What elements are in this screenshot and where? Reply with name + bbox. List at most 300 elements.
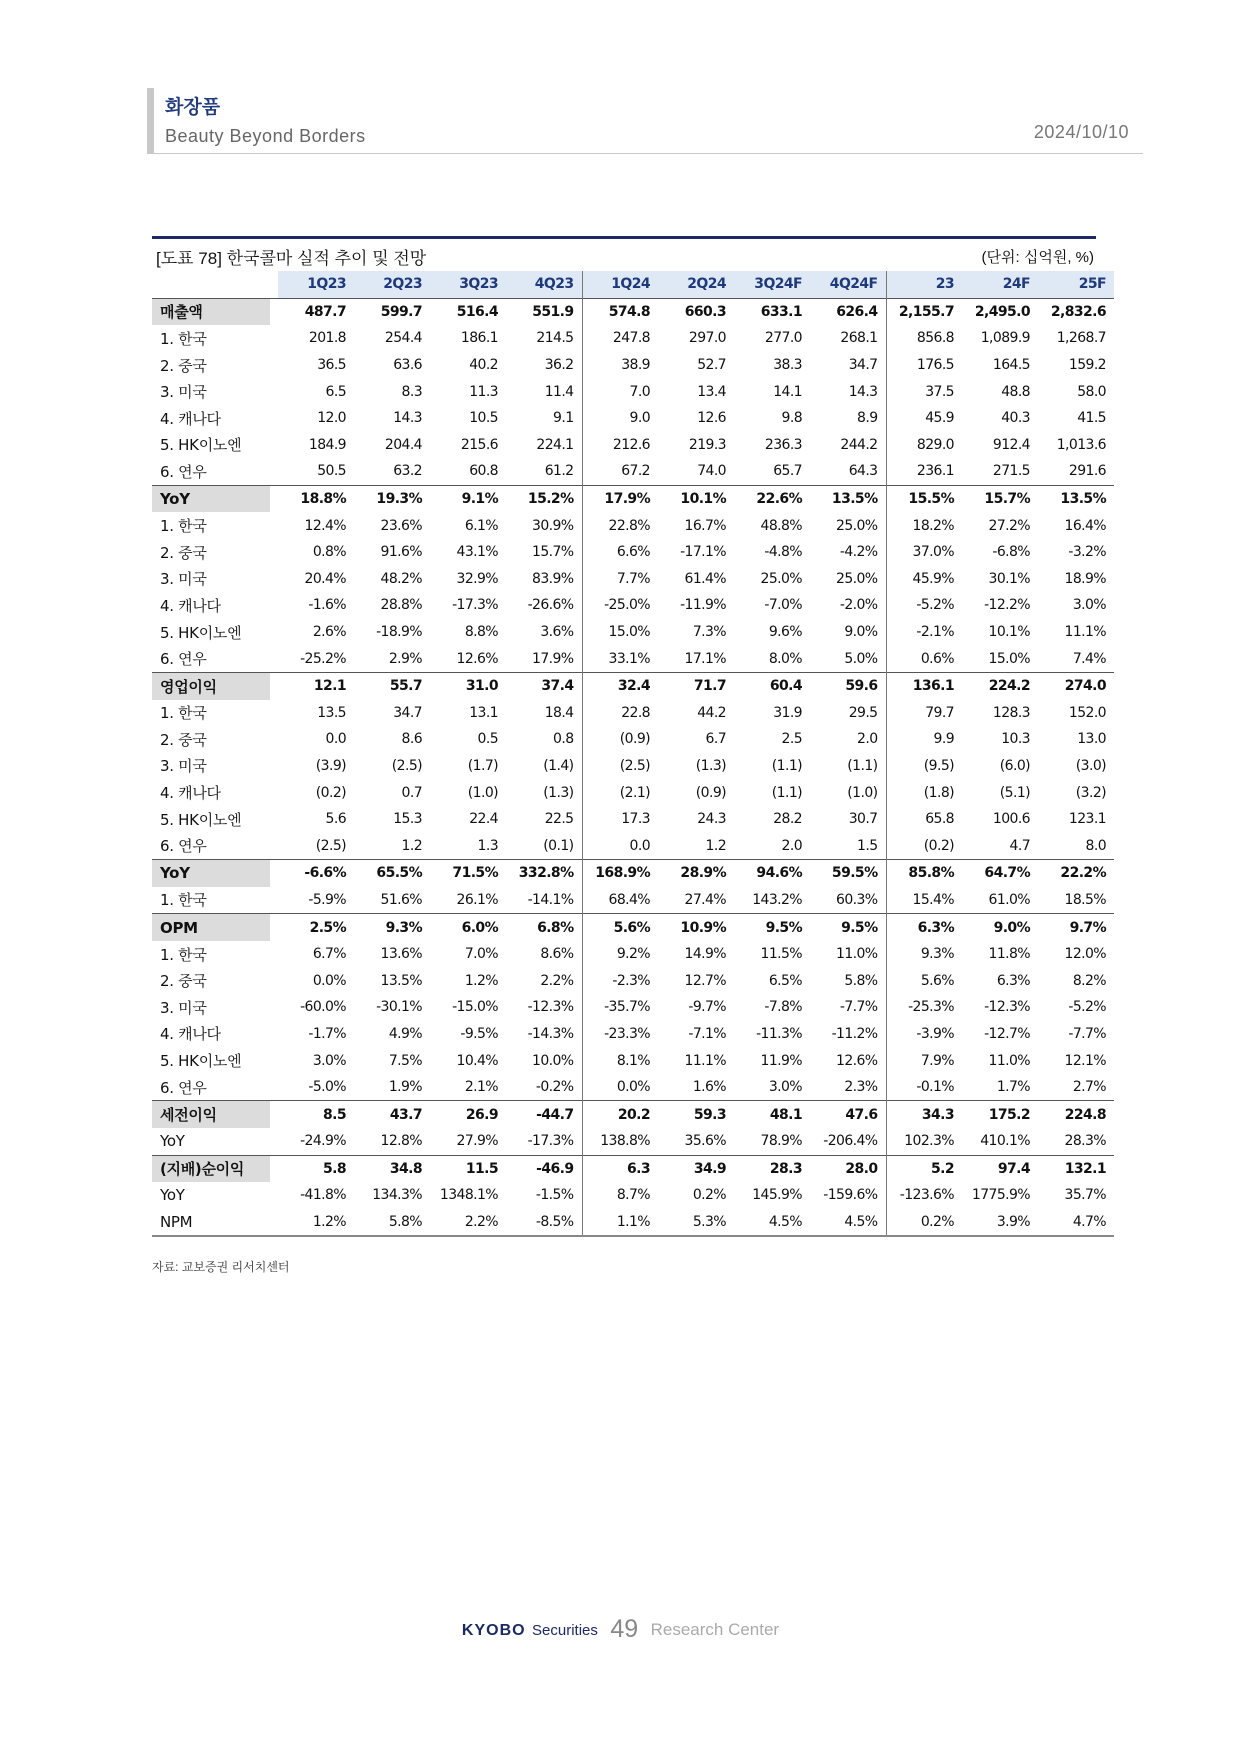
value-cell: 0.8% <box>312 544 346 561</box>
row-label: 6. 연우 <box>160 1078 207 1097</box>
value-cell: 13.1 <box>469 704 498 721</box>
value-cell: -17.3% <box>527 1133 574 1150</box>
value-cell: 12.8% <box>380 1133 422 1150</box>
value-cell: -123.6% <box>886 1182 962 1209</box>
value-cell: -44.7 <box>506 1101 582 1128</box>
value-cell: 1.1% <box>582 1209 658 1237</box>
value-cell: 22.4 <box>469 811 498 828</box>
table-row <box>152 352 1114 379</box>
value-cell: 32.9% <box>456 570 498 587</box>
value-cell: 912.4 <box>992 436 1030 453</box>
table-row <box>152 941 1114 968</box>
value-cell: (1.3) <box>543 784 574 801</box>
value-cell: 36.5 <box>317 357 346 374</box>
value-cell: 44.2 <box>697 704 726 721</box>
value-cell: 1.2% <box>278 1209 354 1237</box>
row-gap-cell <box>270 1021 278 1048</box>
section-row <box>152 1101 1114 1128</box>
value-cell: -5.9% <box>308 891 346 908</box>
footer-research-center: Research Center <box>650 1620 780 1639</box>
value-cell: 23.6% <box>380 517 422 534</box>
value-cell: -25.3% <box>886 994 962 1021</box>
value-cell: 15.7% <box>962 485 1038 512</box>
table-row <box>152 1182 1114 1209</box>
value-cell: 633.1 <box>734 298 810 325</box>
row-gap-cell <box>270 887 278 914</box>
row-label: 6. 연우 <box>160 837 207 856</box>
value-cell: -18.9% <box>376 624 422 641</box>
table-row <box>152 378 1114 405</box>
value-cell: 224.2 <box>962 672 1038 699</box>
value-cell: 22.8 <box>582 700 658 727</box>
value-cell: 0.0 <box>582 832 658 859</box>
value-cell: 1,013.6 <box>1056 436 1106 453</box>
value-cell: 660.3 <box>658 298 734 325</box>
value-cell: 5.8 <box>278 1155 354 1182</box>
value-cell: 8.9 <box>857 410 878 427</box>
value-cell: 8.0% <box>768 650 802 667</box>
value-cell: 31.0 <box>430 672 506 699</box>
table-row <box>152 967 1114 994</box>
value-cell: -3.2% <box>1068 544 1106 561</box>
value-cell: 22.6% <box>734 485 810 512</box>
value-cell: 6.7 <box>705 731 726 748</box>
value-cell: -7.1% <box>688 1025 726 1042</box>
column-header: 3Q24F <box>734 271 810 298</box>
section-row <box>152 1155 1114 1182</box>
value-cell: 48.1 <box>734 1101 810 1128</box>
value-cell: 60.4 <box>734 672 810 699</box>
header-gap-cell <box>270 271 278 298</box>
value-cell: 3.0% <box>768 1079 802 1096</box>
value-cell: (2.5) <box>582 753 658 780</box>
report-date: 2024/10/10 <box>1033 122 1129 142</box>
value-cell: 12.6% <box>836 1052 878 1069</box>
row-label: 2. 중국 <box>160 356 207 375</box>
value-cell: (1.7) <box>467 757 498 774</box>
table-row <box>152 779 1114 806</box>
value-cell: 37.4 <box>506 672 582 699</box>
value-cell: (5.1) <box>999 784 1030 801</box>
table-header-row <box>152 271 1114 298</box>
value-cell: 2,832.6 <box>1038 298 1114 325</box>
page-footer <box>0 1615 1241 1644</box>
value-cell: 1.6% <box>692 1079 726 1096</box>
value-cell: 168.9% <box>582 860 658 887</box>
row-gap-cell <box>270 325 278 352</box>
value-cell: 85.8% <box>886 860 962 887</box>
value-cell: 16.7% <box>684 517 726 534</box>
value-cell: -41.8% <box>300 1187 346 1204</box>
value-cell: -11.2% <box>831 1025 878 1042</box>
value-cell: 8.6 <box>401 731 422 748</box>
value-cell: 40.3 <box>1001 410 1030 427</box>
value-cell: 9.0% <box>962 914 1038 941</box>
value-cell: 15.0% <box>988 650 1030 667</box>
table-row <box>152 405 1114 432</box>
value-cell: (0.2) <box>315 784 346 801</box>
value-cell: 9.5% <box>734 914 810 941</box>
table-row <box>152 1209 1114 1237</box>
row-gap-cell <box>270 1128 278 1155</box>
value-cell: -14.1% <box>527 891 574 908</box>
value-cell: 17.9% <box>582 485 658 512</box>
table-row <box>152 994 1114 1021</box>
row-gap-cell <box>270 1074 278 1101</box>
value-cell: 45.9 <box>886 405 962 432</box>
value-cell: 30.7 <box>848 811 878 828</box>
value-cell: -14.3% <box>527 1025 574 1042</box>
value-cell: 212.6 <box>582 432 658 459</box>
value-cell: 3.6% <box>540 624 574 641</box>
value-cell: 6.5% <box>768 972 802 989</box>
value-cell: 31.9 <box>773 704 802 721</box>
value-cell: 1.9% <box>388 1079 422 1096</box>
row-label: 2. 중국 <box>160 543 207 562</box>
column-header: 3Q23 <box>430 271 506 298</box>
value-cell: -1.7% <box>308 1025 346 1042</box>
value-cell: 2,155.7 <box>886 298 962 325</box>
row-gap-cell <box>270 645 278 672</box>
value-cell: 15.3 <box>393 811 422 828</box>
value-cell: 145.9% <box>752 1187 802 1204</box>
value-cell: 12.6 <box>697 410 726 427</box>
row-label: (지배)순이익 <box>152 1155 270 1182</box>
row-label: 6. 연우 <box>160 462 207 481</box>
row-gap-cell <box>270 1101 278 1128</box>
value-cell: 5.0% <box>844 650 878 667</box>
row-gap-cell <box>270 298 278 325</box>
row-label: 4. 캐나다 <box>160 596 221 615</box>
value-cell: 6.0% <box>430 914 506 941</box>
value-cell: (1.3) <box>695 757 726 774</box>
value-cell: -6.8% <box>992 544 1030 561</box>
value-cell: 10.4% <box>456 1052 498 1069</box>
value-cell: -12.2% <box>984 597 1030 614</box>
row-gap-cell <box>270 672 278 699</box>
value-cell: 1,268.7 <box>1056 330 1106 347</box>
value-cell: 97.4 <box>962 1155 1038 1182</box>
value-cell: 10.3 <box>1001 731 1030 748</box>
value-cell: 13.5 <box>317 704 346 721</box>
value-cell: 17.3 <box>582 806 658 833</box>
value-cell: 224.1 <box>536 436 574 453</box>
value-cell: 10.1% <box>988 624 1030 641</box>
value-cell: 8.3 <box>401 383 422 400</box>
value-cell: 25.0% <box>760 570 802 587</box>
value-cell: -30.1% <box>376 999 422 1016</box>
value-cell: 27.9% <box>456 1133 498 1150</box>
value-cell: 13.5% <box>380 972 422 989</box>
value-cell: 48.8% <box>760 517 802 534</box>
value-cell: 36.2 <box>544 357 574 374</box>
value-cell: 14.3 <box>393 410 422 427</box>
value-cell: 50.5 <box>317 463 346 480</box>
value-cell: 1.7% <box>996 1079 1030 1096</box>
row-gap-cell <box>270 860 278 887</box>
value-cell: 78.9% <box>760 1133 802 1150</box>
value-cell: 244.2 <box>840 436 878 453</box>
table-row <box>152 512 1114 539</box>
value-cell: 52.7 <box>697 357 726 374</box>
row-gap-cell <box>270 378 278 405</box>
value-cell: 247.8 <box>582 325 658 352</box>
value-cell: 11.1% <box>684 1052 726 1069</box>
value-cell: 8.8% <box>464 624 498 641</box>
value-cell: 11.0% <box>988 1052 1030 1069</box>
column-header: 2Q24 <box>658 271 734 298</box>
value-cell: 224.8 <box>1038 1101 1114 1128</box>
value-cell: (1.1) <box>771 784 802 801</box>
value-cell: 9.3% <box>886 941 962 968</box>
value-cell: -0.1% <box>886 1074 962 1101</box>
value-cell: 35.6% <box>684 1133 726 1150</box>
value-cell: 268.1 <box>840 330 878 347</box>
value-cell: -15.0% <box>452 999 498 1016</box>
value-cell: 10.9% <box>658 914 734 941</box>
value-cell: 13.4 <box>697 383 726 400</box>
value-cell: 12.4% <box>304 517 346 534</box>
value-cell: 48.8 <box>1001 383 1030 400</box>
value-cell: 28.3% <box>1064 1133 1106 1150</box>
value-cell: 55.7 <box>354 672 430 699</box>
value-cell: -25.0% <box>582 592 658 619</box>
value-cell: 28.2 <box>773 811 802 828</box>
value-cell: 0.2% <box>886 1209 962 1237</box>
value-cell: 143.2% <box>752 891 802 908</box>
value-cell: -7.0% <box>764 597 802 614</box>
value-cell: 599.7 <box>354 298 430 325</box>
value-cell: -8.5% <box>506 1209 582 1237</box>
value-cell: 26.1% <box>456 891 498 908</box>
row-label: 3. 미국 <box>160 998 207 1017</box>
value-cell: 45.9% <box>886 566 962 593</box>
value-cell: 2.5 <box>781 731 802 748</box>
table-row <box>152 1021 1114 1048</box>
value-cell: 65.7 <box>773 463 802 480</box>
value-cell: 123.1 <box>1068 811 1106 828</box>
value-cell: 20.2 <box>582 1101 658 1128</box>
value-cell: 5.6% <box>582 914 658 941</box>
row-gap-cell <box>270 1155 278 1182</box>
value-cell: (1.1) <box>847 757 878 774</box>
value-cell: 8.7% <box>582 1182 658 1209</box>
earnings-table <box>152 271 1114 1237</box>
value-cell: 201.8 <box>308 330 346 347</box>
row-gap-cell <box>270 753 278 780</box>
value-cell: 134.3% <box>372 1187 422 1204</box>
row-label: 2. 중국 <box>160 730 207 749</box>
value-cell: 2.3% <box>844 1079 878 1096</box>
value-cell: 22.2% <box>1038 860 1114 887</box>
value-cell: 71.5% <box>430 860 506 887</box>
value-cell: 159.2 <box>1068 357 1106 374</box>
value-cell: (1.4) <box>543 757 574 774</box>
value-cell: 138.8% <box>582 1128 658 1155</box>
row-label: 1. 한국 <box>160 891 207 910</box>
value-cell: 9.3% <box>354 914 430 941</box>
value-cell: 10.1% <box>658 485 734 512</box>
source-note: 자료: 교보증권 리서치센터 <box>152 1260 290 1274</box>
row-gap-cell <box>270 1047 278 1074</box>
row-gap-cell <box>270 1182 278 1209</box>
value-cell: 152.0 <box>1068 704 1106 721</box>
value-cell: 12.7% <box>684 972 726 989</box>
value-cell: 4.7% <box>1038 1209 1114 1237</box>
value-cell: -7.7% <box>839 999 878 1016</box>
row-gap-cell <box>270 726 278 753</box>
table-row <box>152 1074 1114 1101</box>
value-cell: (0.1) <box>543 837 574 854</box>
value-cell: 11.1% <box>1064 624 1106 641</box>
table-caption-row <box>152 239 1096 271</box>
value-cell: 291.6 <box>1068 463 1106 480</box>
table-row <box>152 887 1114 914</box>
value-cell: 91.6% <box>380 544 422 561</box>
header-corner-cell <box>152 271 270 298</box>
value-cell: 29.5 <box>848 704 878 721</box>
value-cell: 71.7 <box>658 672 734 699</box>
value-cell: 7.9% <box>886 1047 962 1074</box>
row-label: 5. HK이노엔 <box>160 436 242 455</box>
value-cell: 11.0% <box>836 946 878 963</box>
value-cell: 59.3 <box>658 1101 734 1128</box>
table-row <box>152 806 1114 833</box>
value-cell: 8.6% <box>540 946 574 963</box>
value-cell: 14.1 <box>773 383 802 400</box>
row-label: YoY <box>152 860 270 887</box>
row-label: NPM <box>152 1209 270 1237</box>
row-gap-cell <box>270 779 278 806</box>
footer-securities: Securities <box>532 1622 598 1639</box>
row-label: 3. 미국 <box>160 757 207 776</box>
value-cell: 22.5 <box>544 811 574 828</box>
value-cell: 332.8% <box>506 860 582 887</box>
row-label: 5. HK이노엔 <box>160 1052 242 1071</box>
value-cell: 61.4% <box>684 570 726 587</box>
value-cell: 18.9% <box>1064 570 1106 587</box>
value-cell: 60.3% <box>836 891 878 908</box>
value-cell: 67.2 <box>582 458 658 485</box>
value-cell: 33.1% <box>582 645 658 672</box>
value-cell: 9.1% <box>430 485 506 512</box>
footer-brand: KYOBO <box>461 1622 526 1639</box>
value-cell: 74.0 <box>697 463 726 480</box>
row-label: 1. 한국 <box>160 517 207 536</box>
value-cell: -2.3% <box>582 967 658 994</box>
value-cell: 4.5% <box>734 1209 810 1237</box>
value-cell: -5.0% <box>308 1079 346 1096</box>
column-header: 1Q23 <box>278 271 354 298</box>
value-cell: 2,495.0 <box>962 298 1038 325</box>
value-cell: 48.2% <box>380 570 422 587</box>
value-cell: 18.8% <box>278 485 354 512</box>
section-row <box>152 672 1114 699</box>
value-cell: -24.9% <box>300 1133 346 1150</box>
value-cell: 41.5 <box>1077 410 1106 427</box>
value-cell: 30.1% <box>988 570 1030 587</box>
value-cell: (0.9) <box>695 784 726 801</box>
value-cell: 19.3% <box>354 485 430 512</box>
value-cell: 0.6% <box>886 645 962 672</box>
value-cell: 7.4% <box>1072 650 1106 667</box>
value-cell: 28.8% <box>380 597 422 614</box>
value-cell: 9.1 <box>553 410 574 427</box>
report-subtitle: Beauty Beyond Borders <box>165 126 366 146</box>
value-cell: 1,089.9 <box>980 330 1030 347</box>
table-row <box>152 432 1114 459</box>
value-cell: 63.6 <box>393 357 422 374</box>
row-gap-cell <box>270 619 278 646</box>
value-cell: 9.8 <box>781 410 802 427</box>
value-cell: 60.8 <box>469 463 498 480</box>
value-cell: (3.0) <box>1075 757 1106 774</box>
value-cell: 9.6% <box>768 624 802 641</box>
value-cell: 18.4 <box>544 704 574 721</box>
section-row <box>152 860 1114 887</box>
value-cell: 6.1% <box>464 517 498 534</box>
value-cell: 6.3% <box>996 972 1030 989</box>
value-cell: -3.9% <box>886 1021 962 1048</box>
value-cell: 12.0 <box>317 410 346 427</box>
row-gap-cell <box>270 539 278 566</box>
value-cell: 6.5 <box>325 383 346 400</box>
value-cell: 0.0 <box>325 731 346 748</box>
row-label: 5. HK이노엔 <box>160 623 242 642</box>
value-cell: -26.6% <box>527 597 574 614</box>
header-accent-bar <box>147 88 154 154</box>
value-cell: 14.3 <box>848 383 878 400</box>
row-label: 1. 한국 <box>160 704 207 723</box>
value-cell: 13.5% <box>810 485 886 512</box>
value-cell: 214.5 <box>536 330 574 347</box>
value-cell: 64.3 <box>848 463 878 480</box>
value-cell: 0.8 <box>553 731 574 748</box>
row-label: YoY <box>160 1132 185 1151</box>
value-cell: 43.1% <box>456 544 498 561</box>
value-cell: 516.4 <box>430 298 506 325</box>
value-cell: 8.5 <box>278 1101 354 1128</box>
value-cell: 34.9 <box>658 1155 734 1182</box>
value-cell: 34.3 <box>886 1101 962 1128</box>
column-header: 24F <box>962 271 1038 298</box>
value-cell: 1.2 <box>705 837 726 854</box>
value-cell: -7.7% <box>1068 1025 1106 1042</box>
value-cell: 9.5% <box>810 914 886 941</box>
value-cell: 64.7% <box>962 860 1038 887</box>
row-gap-cell <box>270 592 278 619</box>
value-cell: 6.3 <box>582 1155 658 1182</box>
row-label: 세전이익 <box>152 1101 270 1128</box>
value-cell: 27.2% <box>988 517 1030 534</box>
value-cell: 15.4% <box>886 887 962 914</box>
value-cell: 13.6% <box>380 946 422 963</box>
value-cell: 100.6 <box>992 811 1030 828</box>
value-cell: 3.0% <box>1072 597 1106 614</box>
value-cell: (2.5) <box>391 757 422 774</box>
value-cell: 274.0 <box>1038 672 1114 699</box>
value-cell: 6.8% <box>506 914 582 941</box>
value-cell: 4.5% <box>810 1209 886 1237</box>
row-label: 4. 캐나다 <box>160 784 221 803</box>
value-cell: 34.8 <box>354 1155 430 1182</box>
value-cell: 24.3 <box>697 811 726 828</box>
value-cell: -9.5% <box>460 1025 498 1042</box>
value-cell: (6.0) <box>999 757 1030 774</box>
value-cell: 10.5 <box>469 410 498 427</box>
value-cell: 277.0 <box>764 330 802 347</box>
value-cell: -9.7% <box>688 999 726 1016</box>
